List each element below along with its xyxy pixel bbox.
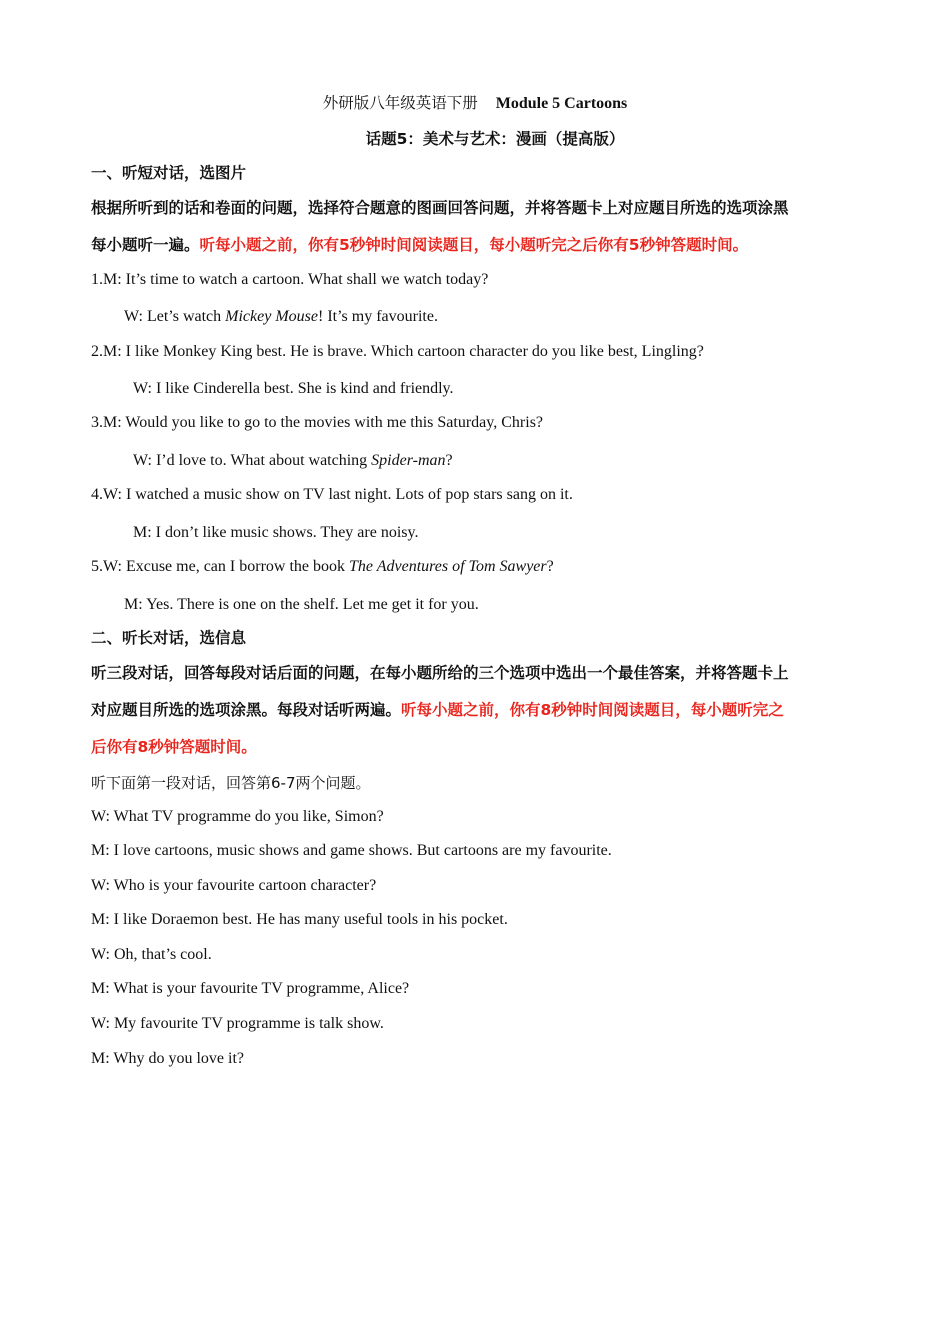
title-chinese: 外研版八年级英语下册 (322, 94, 478, 112)
dialogue-1-answer (124, 307, 438, 327)
long-dialogue-line: W: What TV programme do you like, Simon? (91, 808, 384, 825)
answer-text-end: ! It’s my favourite. (318, 308, 438, 325)
section2-heading: 二、听长对话，选信息 (91, 629, 247, 647)
dialogue-4-answer: M: I don’t like music shows. They are noisy. (133, 524, 419, 541)
answer-text-end: ? (445, 452, 453, 469)
answer-italic: Mickey Mouse (225, 308, 318, 325)
question-text-end: ? (546, 558, 554, 575)
answer-italic: Spider-man (371, 452, 446, 469)
dialogue-2-question: 2.M: I like Monkey King best. He is brave. Which cartoon character do you like best, Lingling? (91, 343, 704, 360)
section2-instruction: 听三段对话，回答每段对话后面的问题，在每小题所给的三个选项中选出一个最佳答案，并将答题卡上 (91, 664, 789, 682)
dialogue-4-question: 4.W: I watched a music show on TV last night. Lots of pop stars sang on it. (91, 486, 573, 503)
section2-instruction-black: 对应题目所选的选项涂黑。每段对话听两遍。 (91, 701, 402, 719)
dialogue-3-question: 3.M: Would you like to go to the movies with me this Saturday, Chris? (91, 414, 544, 431)
document-subtitle: 话题5：美术与艺术：漫画（提高版） (365, 130, 625, 148)
section2-instruction-line3: 后你有8秒钟答题时间。 (91, 738, 257, 756)
dialogue-3-answer (133, 451, 453, 471)
long-dialogue-line: M: What is your favourite TV programme, Alice? (91, 980, 410, 997)
section1-instruction-line2 (91, 235, 748, 255)
section1-instruction-red: 听每小题之前，你有5秒钟时间阅读题目，每小题听完之后你有5秒钟答题时间。 (199, 236, 749, 254)
long-dialogue-line: M: I like Doraemon best. He has many useful tools in his pocket. (91, 911, 508, 928)
question-italic: The Adventures of Tom Sawyer (349, 558, 547, 575)
section1-instruction-black: 每小题听一遍。 (91, 236, 200, 254)
answer-text: W: I’d love to. What about watching (133, 452, 372, 469)
answer-text: W: Let’s watch (124, 308, 226, 325)
dialogue-5-answer: M: Yes. There is one on the shelf. Let me get it for you. (124, 596, 479, 613)
long-dialogue-line: M: Why do you love it? (91, 1050, 245, 1067)
dialogue-1-question: 1.M: It’s time to watch a cartoon. What shall we watch today? (91, 271, 489, 288)
document-title (0, 93, 950, 114)
question-text: 5.W: Excuse me, can I borrow the book (91, 558, 349, 575)
section2-instruction-red: 听每小题之前，你有8秒钟时间阅读题目，每小题听完之 (401, 701, 784, 719)
long-dialogue-line: W: Oh, that’s cool. (91, 946, 212, 963)
dialogue-2-answer: W: I like Cinderella best. She is kind and friendly. (133, 380, 454, 397)
long-dialogue-line: W: My favourite TV programme is talk show. (91, 1015, 384, 1032)
section1-heading: 一、听短对话，选图片 (91, 164, 247, 182)
title-english: Module 5 Cartoons (495, 95, 628, 112)
section1-instruction: 根据所听到的话和卷面的问题，选择符合题意的图画回答问题，并将答题卡上对应题目所选的选项涂黑 (91, 199, 789, 217)
dialogue-5-question (91, 557, 554, 577)
dialogue-intro: 听下面第一段对话，回答第6-7两个问题。 (91, 774, 371, 792)
long-dialogue-line: M: I love cartoons, music shows and game shows. But cartoons are my favourite. (91, 842, 612, 859)
long-dialogue-line: W: Who is your favourite cartoon character? (91, 877, 377, 894)
section2-instruction-line2 (91, 700, 784, 720)
